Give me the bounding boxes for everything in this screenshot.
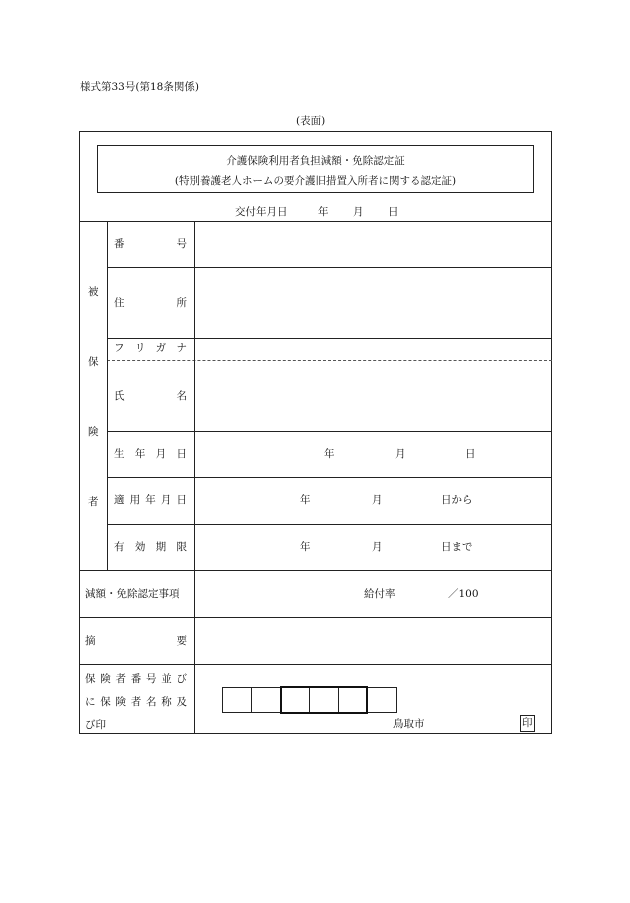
insurer-label-char: び bbox=[176, 673, 187, 685]
address-label-char: 所 bbox=[176, 297, 187, 309]
validity-label-char: 有 bbox=[114, 541, 125, 553]
applicable-label-char: 日 bbox=[176, 494, 187, 506]
birth-label bbox=[114, 449, 187, 460]
insurer-number-cell bbox=[223, 688, 252, 712]
insurer-label-char: 保 bbox=[100, 696, 111, 708]
applicable-label bbox=[114, 495, 187, 506]
city-name: 鳥取市 bbox=[393, 718, 425, 730]
issue-date-label: 交付年月日 bbox=[235, 206, 288, 218]
insurer-label-char: 名 bbox=[146, 696, 157, 708]
title-line1: 介護保険利用者負担減額・免除認定証 bbox=[226, 155, 405, 167]
applicable-label-char: 用 bbox=[129, 494, 141, 506]
title-box bbox=[97, 145, 534, 193]
applicable-month: 月 bbox=[372, 494, 383, 506]
validity-label bbox=[114, 542, 187, 553]
title-line2: (特別養護老人ホームの要介護旧措置入所者に関する認定証) bbox=[174, 175, 457, 187]
number-label bbox=[114, 239, 187, 250]
form-number: 様式第33号(第18条関係) bbox=[80, 81, 199, 93]
rule-furigana bbox=[107, 360, 552, 361]
validity-label-char: 期 bbox=[155, 541, 167, 553]
rule-reduction bbox=[79, 617, 552, 618]
applicable-label-char: 適 bbox=[114, 494, 125, 506]
address-label-char: 住 bbox=[114, 297, 125, 309]
insurer-label-char: 者 bbox=[115, 673, 126, 685]
seal-mark: 印 bbox=[520, 715, 535, 732]
insurer-label-char: 険 bbox=[100, 673, 111, 685]
validity-label-char: 効 bbox=[134, 541, 146, 553]
name-label bbox=[114, 391, 187, 402]
rule-insured-col bbox=[107, 221, 108, 570]
reduction-label: 減額・免除認定事項 bbox=[85, 588, 180, 600]
rule-summary bbox=[79, 664, 552, 665]
birth-day: 日 bbox=[465, 448, 476, 460]
rule-validity bbox=[79, 570, 552, 571]
number-label-char: 号 bbox=[176, 238, 187, 250]
validity-day: 日まで bbox=[441, 541, 473, 553]
number-label-char: 番 bbox=[114, 238, 125, 250]
birth-label-char: 日 bbox=[176, 448, 187, 460]
rule-address bbox=[107, 338, 552, 339]
insurer-label-char: 番 bbox=[130, 673, 142, 685]
rule-top-insured bbox=[79, 221, 552, 222]
insurer-label-char: に bbox=[85, 696, 96, 708]
insurer-label-line2 bbox=[85, 697, 187, 708]
rule-name bbox=[107, 431, 552, 432]
insurer-label-line1 bbox=[85, 674, 187, 685]
birth-label-char: 月 bbox=[155, 448, 167, 460]
validity-year: 年 bbox=[300, 541, 311, 553]
side-label: (表面) bbox=[296, 115, 326, 127]
rule-birth bbox=[107, 477, 552, 478]
rule-applicable bbox=[107, 524, 552, 525]
birth-label-char: 生 bbox=[114, 448, 125, 460]
furigana-label-char: フ bbox=[114, 342, 125, 354]
summary-label-char: 摘 bbox=[85, 635, 96, 647]
insured-char-1: 被 bbox=[88, 286, 99, 298]
insurer-label-char: 者 bbox=[130, 696, 142, 708]
summary-label-char: 要 bbox=[176, 635, 187, 647]
validity-label-char: 限 bbox=[176, 541, 187, 553]
insurer-number-cell bbox=[252, 688, 281, 712]
summary-label bbox=[85, 636, 187, 647]
issue-date-year: 年 bbox=[318, 206, 329, 218]
benefit-rate-label: 給付率 bbox=[364, 588, 396, 600]
insurer-label-char: 及 bbox=[176, 696, 187, 708]
furigana-label-char: ナ bbox=[176, 342, 187, 354]
birth-month: 月 bbox=[395, 448, 406, 460]
insurer-number-highlight bbox=[280, 686, 368, 714]
insurer-label-line3: び印 bbox=[85, 719, 106, 731]
insurer-number-cell bbox=[368, 688, 397, 712]
furigana-label-char: リ bbox=[134, 342, 146, 354]
insured-char-4: 者 bbox=[88, 496, 99, 508]
furigana-label-char: ガ bbox=[155, 342, 167, 354]
applicable-label-char: 月 bbox=[160, 494, 172, 506]
address-label bbox=[114, 298, 187, 309]
rule-label-col bbox=[194, 221, 195, 734]
applicable-year: 年 bbox=[300, 494, 311, 506]
applicable-day: 日から bbox=[441, 494, 473, 506]
insurer-label-char: 並 bbox=[161, 673, 172, 685]
insurer-label-char: 険 bbox=[115, 696, 126, 708]
applicable-label-char: 年 bbox=[145, 494, 156, 506]
furigana-label bbox=[114, 343, 187, 354]
issue-date-day: 日 bbox=[388, 206, 399, 218]
birth-year: 年 bbox=[324, 448, 335, 460]
insured-char-3: 険 bbox=[88, 426, 99, 438]
issue-date-month: 月 bbox=[353, 206, 364, 218]
benefit-rate-value: ／100 bbox=[448, 588, 479, 600]
birth-label-char: 年 bbox=[134, 448, 146, 460]
rule-number bbox=[107, 267, 552, 268]
insurer-label-char: 称 bbox=[161, 696, 172, 708]
insurer-label-char: 保 bbox=[85, 673, 96, 685]
name-label-char: 名 bbox=[176, 390, 187, 402]
insurer-label-char: 号 bbox=[146, 673, 157, 685]
insured-char-2: 保 bbox=[88, 356, 99, 368]
validity-month: 月 bbox=[372, 541, 383, 553]
name-label-char: 氏 bbox=[114, 390, 125, 402]
